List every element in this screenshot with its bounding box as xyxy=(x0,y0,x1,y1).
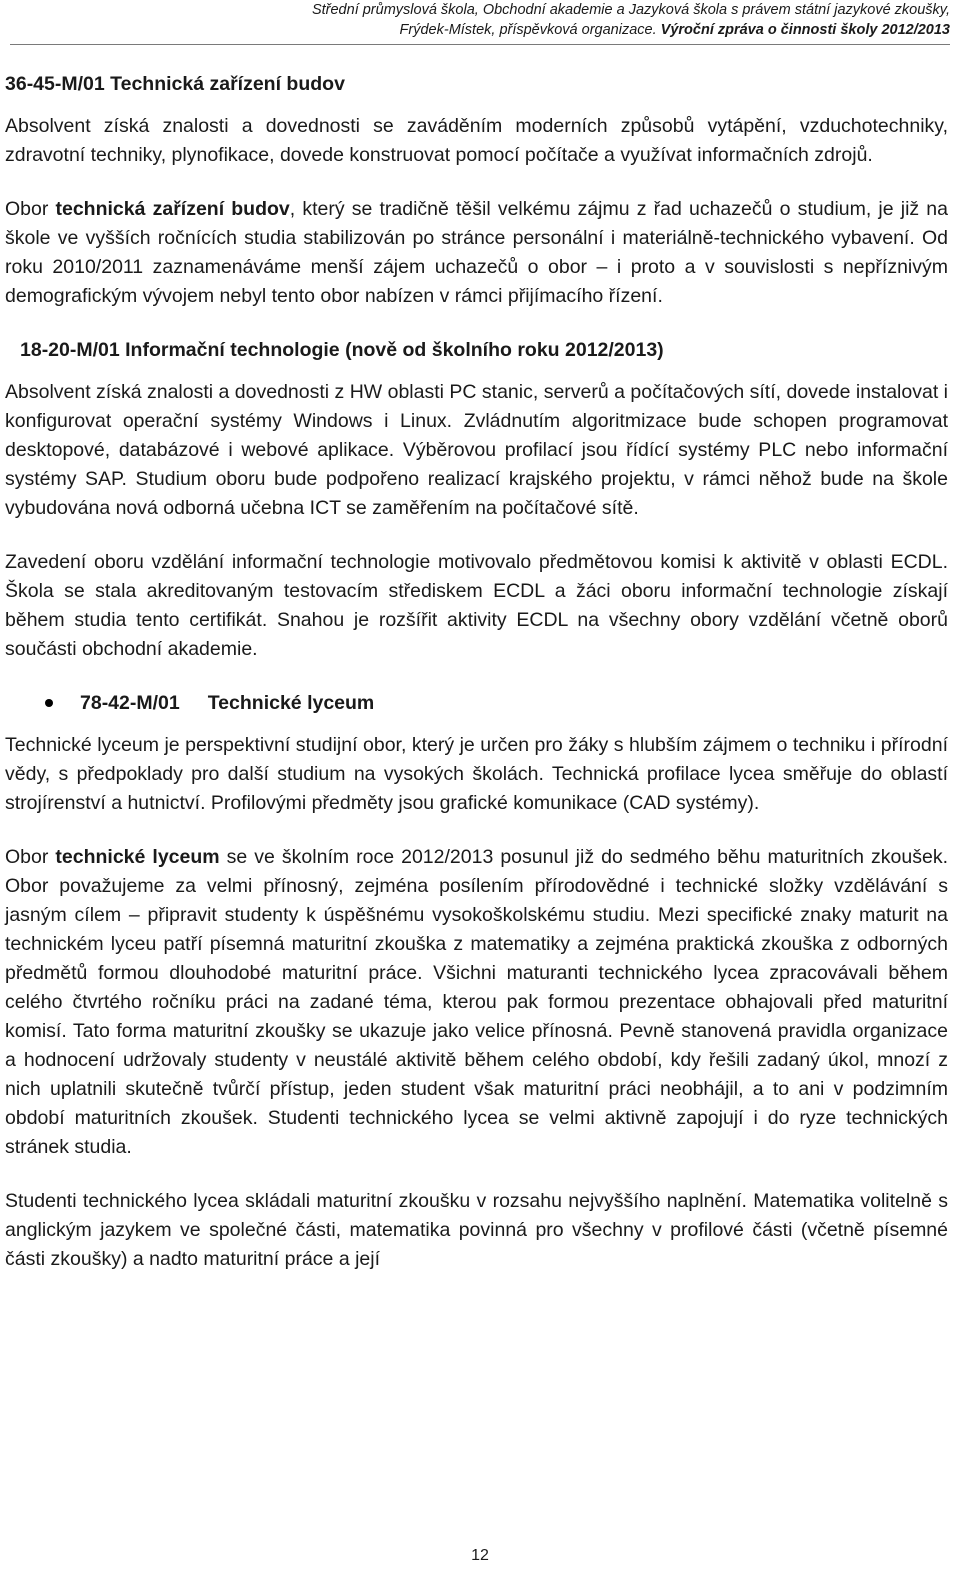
lyceum-p2-field-name: technické lyceum xyxy=(55,846,220,868)
tzb-p2-rest: , který se tradičně těšil velkému zájmu z řad uchazečů o studium, je již na škole ve vyšších ročnících studia stabilizován po stránce personální i materiálně-technického vybavení. Od roku 2010/2011 zaznamenáváme menší zájem uchazečů o obor – i proto a v souvislosti s nepříznivým demografickým vývojem nebyl tento obor nabízen v rámci přijímacího řízení. xyxy=(5,198,948,307)
tzb-p2-field-name: technická zařízení budov xyxy=(55,198,290,220)
header-line-1: Střední průmyslová škola, Obchodní akademie a Jazyková škola s právem státní jazykové zkoušky, xyxy=(311,2,950,18)
it-paragraph-1: Absolvent získá znalosti a dovednosti z HW oblasti PC stanic, serverů a počítačových sítí, dovede instalovat i konfigurovat operační systémy Windows i Linux. Zvládnutím algoritmizace bude schopen programovat desktopové, databázové i webové aplikace. Výběrovou profilací jsou řídící systémy PLC nebo informační systémy SAP. Studium oboru bude podpořeno realizací krajského projektu, v rámci něhož bude na škole vybudována nová odborná učebna ICT se zaměřením na počítačové sítě. xyxy=(5,381,948,519)
lyceum-code: 78-42-M/01 xyxy=(80,692,180,714)
lyceum-title: Technické lyceum xyxy=(207,692,375,714)
header-report-title: Výroční zpráva o činnosti školy 2012/2013 xyxy=(660,22,950,38)
bullet-icon xyxy=(45,699,53,707)
section-heading-it: 18-20-M/01 Informační technologie (nově od školního roku 2012/2013) xyxy=(20,339,664,361)
lyceum-paragraph-3: Studenti technického lycea skládali maturitní zkoušku v rozsahu nejvyššího naplnění. Matematika volitelně s anglickým jazykem ve společné části, matematika povinná pro všechny v profilové části (včetně písemné části zkoušky) a nadto maturitní práce a její xyxy=(5,1190,948,1270)
page-number: 12 xyxy=(471,1547,489,1564)
lyceum-paragraph-1: Technické lyceum je perspektivní studijní obor, který je určen pro žáky s hlubším zájmem o techniku i přírodní vědy, s předpoklady pro další studium na vysokých školách. Technická profilace lycea směřuje do oblastí strojírenství a hutnictví. Profilovými předměty jsou grafické komunikace (CAD systémy). xyxy=(5,734,948,814)
lyceum-paragraph-2 xyxy=(5,843,948,1162)
tzb-p2-start: Obor xyxy=(5,198,56,220)
lyceum-p2-start: Obor xyxy=(5,846,56,868)
tzb-paragraph-2 xyxy=(5,195,948,311)
section-heading-tzb: 36-45-M/01 Technická zařízení budov xyxy=(5,73,345,95)
page-content xyxy=(5,70,948,1274)
tzb-paragraph-1: Absolvent získá znalosti a dovednosti se zaváděním moderních způsobů vytápění, vzduchotechniky, zdravotní techniky, plynofikace, dovede konstruovat pomocí počítače a využívat informačních zdrojů. xyxy=(5,115,948,166)
header-school-location: Frýdek-Místek, příspěvková organizace. xyxy=(399,22,661,38)
page-header xyxy=(10,0,950,45)
lyceum-p2-rest: se ve školním roce 2012/2013 posunul již do sedmého běhu maturitních zkoušek. Obor považujeme za velmi přínosný, zejména posílením přírodovědné i technické složky vzdělávání s jasným cílem – připravit studenty k úspěšnému vysokoškolskému studiu. Mezi specifické znaky maturit na technickém lyceu patří písemná maturitní zkouška z matematiky a zejména praktická zkouška z odborných předmětů formou dlouhodobé maturitní práce. Všichni maturanti technického lycea zpracovávali během celého čtvrtého ročníku práci na zadané téma, kterou pak formou prezentace obhajovali před maturitní komisí. Tato forma maturitní zkoušky se ukazuje jako velice přínosná. Pevně stanovená pravidla organizace a hodnocení udržovaly studenty v neustálé aktivitě během celého období, kdy řešili zadaný úkol, mnozí z nich uplatnili skutečně tvůrčí přístup, jeden student však maturitní práci neobhájil, a to ani v podzimním období maturitních zkoušek. Studenti technického lycea se velmi aktivně zapojují i do ryze technických stránek studia. xyxy=(5,846,948,1158)
header-line-2 xyxy=(10,20,950,40)
section-heading-lyceum xyxy=(5,689,948,717)
it-paragraph-2: Zavedení oboru vzdělání informační technologie motivovalo předmětovou komisi k aktivitě v oblasti ECDL. Škola se stala akreditovaným testovacím střediskem ECDL a žáci oboru informační technologie získají během studia tento certifikát. Snahou je rozšířit aktivity ECDL na všechny obory vzdělání včetně oborů součásti obchodní akademie. xyxy=(5,551,948,660)
